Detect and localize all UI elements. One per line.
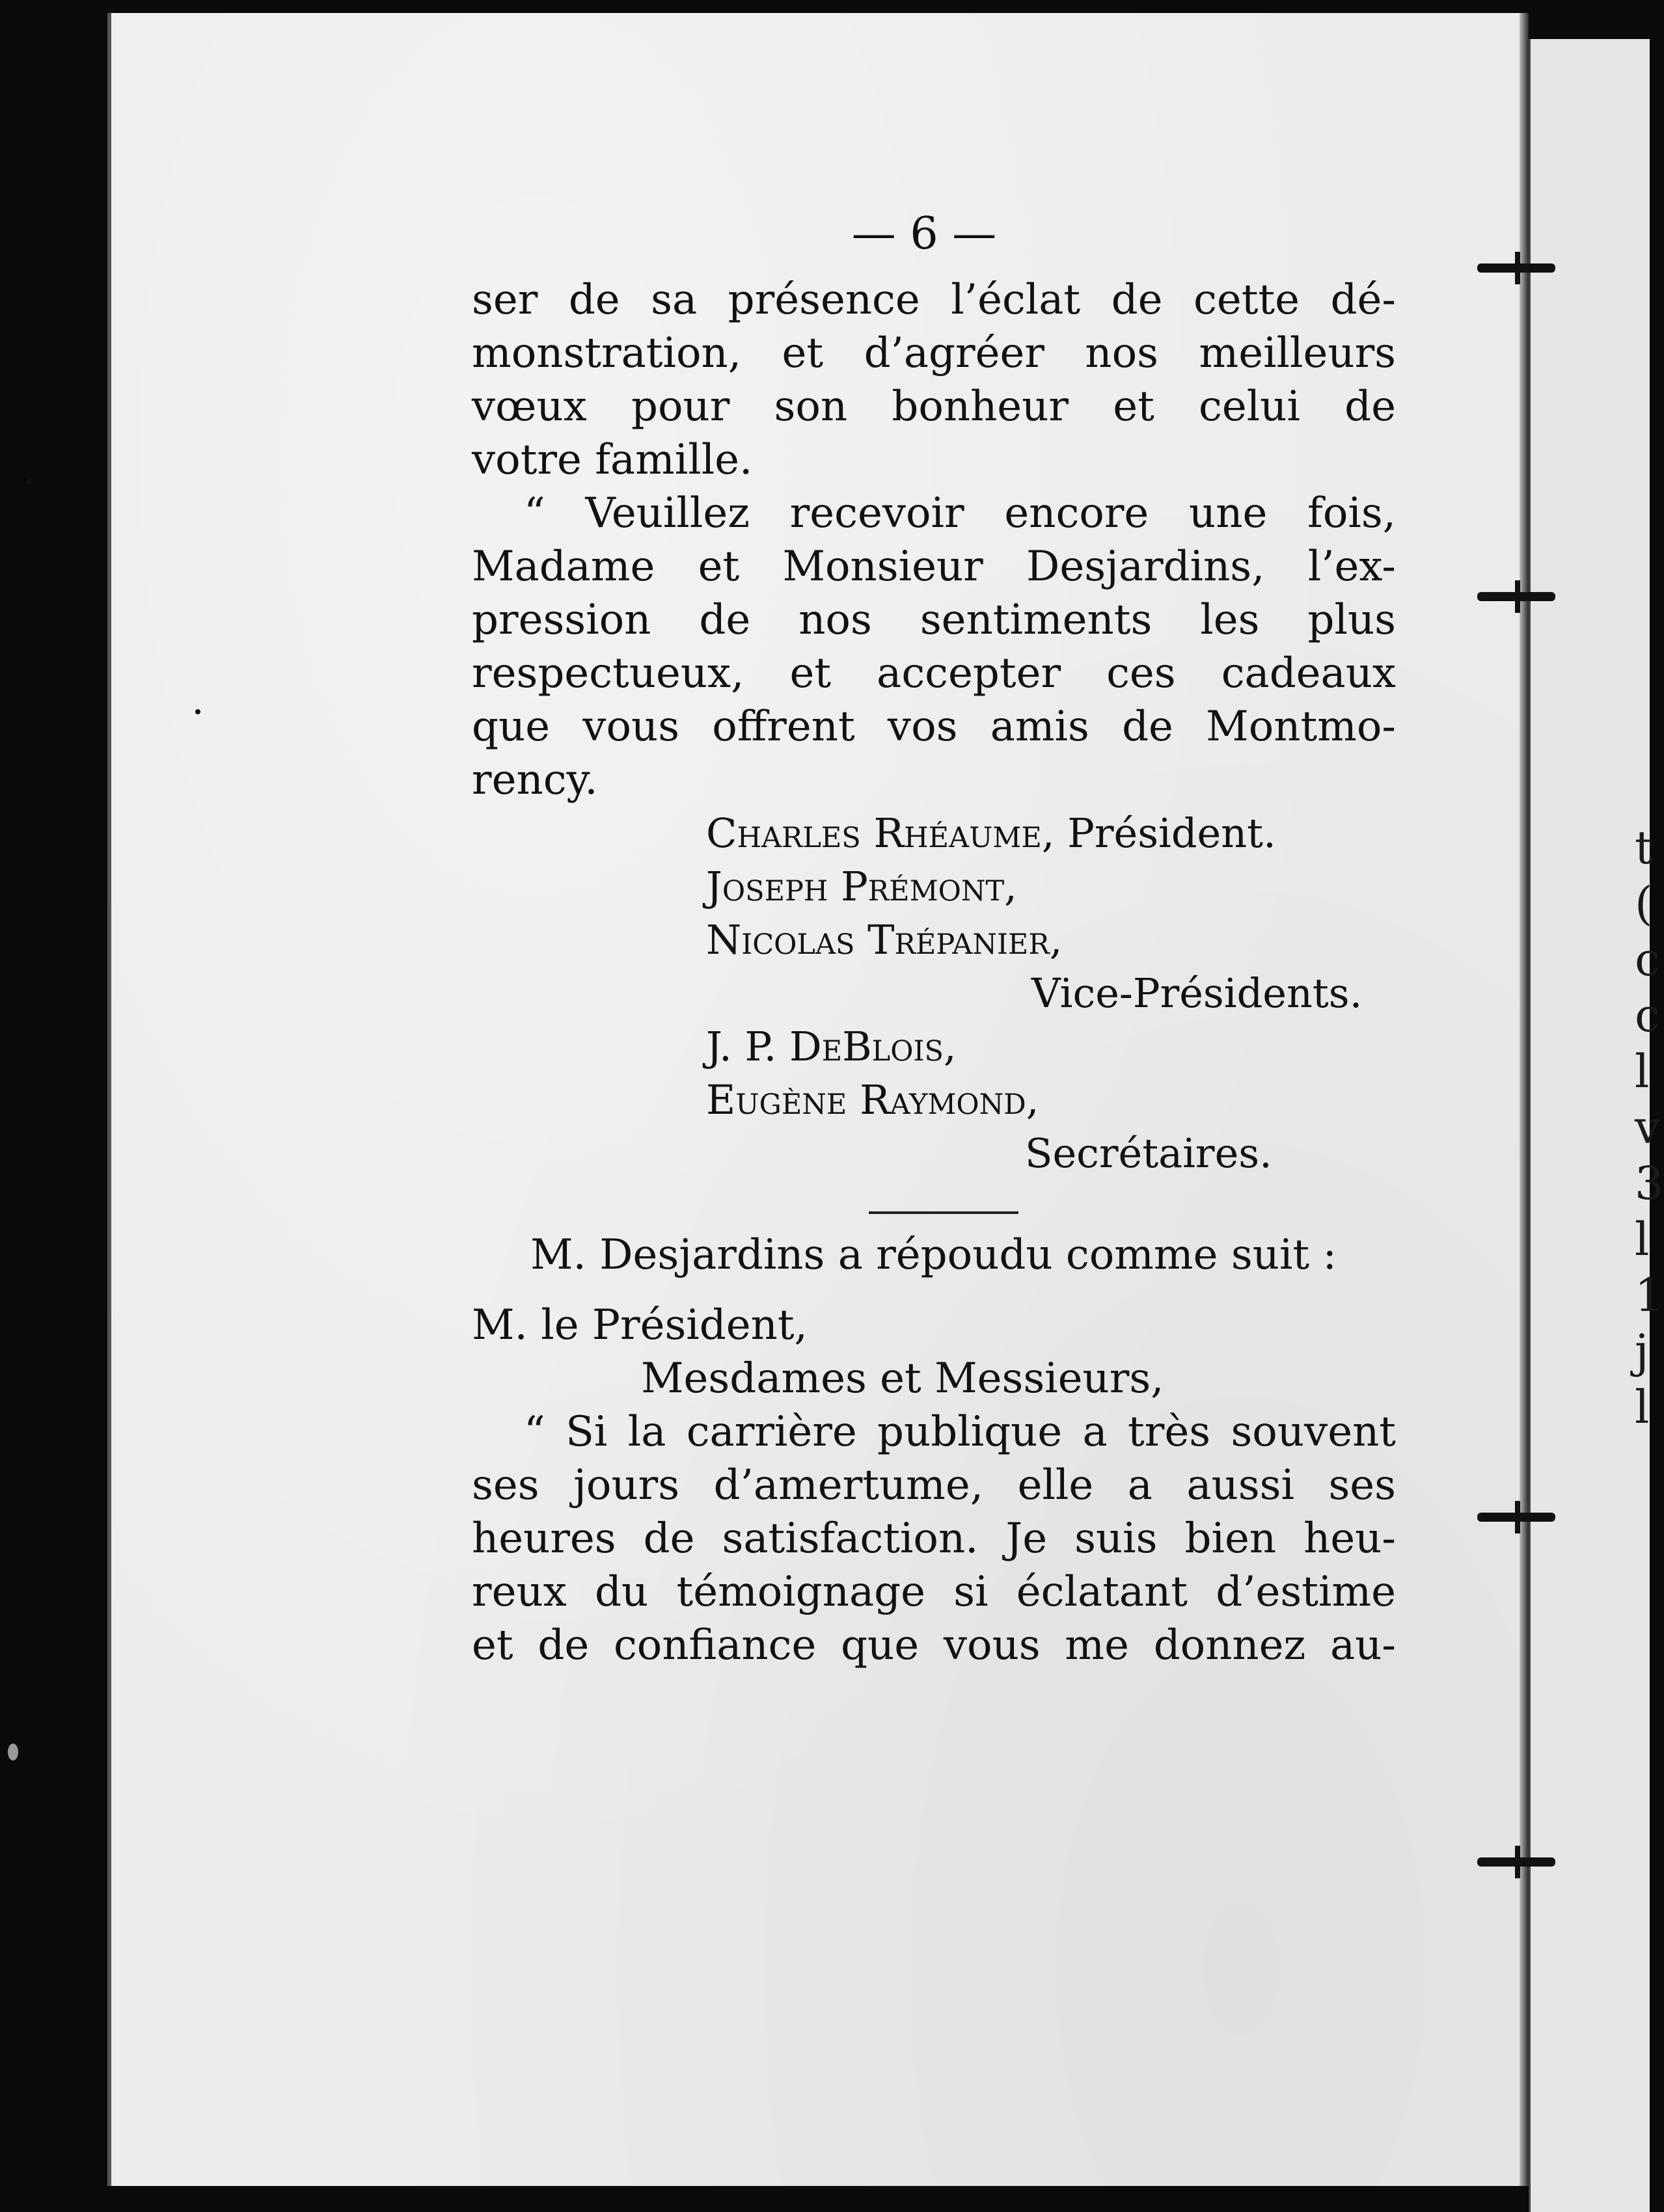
text-line: que vous offrent vos amis de Montmo- — [472, 703, 1396, 751]
text-line: et de confiance que vous me donnez au- — [472, 1621, 1396, 1669]
text-line: respectueux, et accepter ces cadeaux — [472, 649, 1396, 697]
facing-page-fragment — [1529, 39, 1664, 2212]
text-line: votre famille. — [472, 436, 753, 484]
paragraph-1 — [472, 273, 1396, 487]
reply-intro: M. Desjardins a répoudu comme suit : — [530, 1231, 1337, 1279]
text-line: rency. — [472, 756, 598, 804]
paragraph-2 — [472, 487, 1396, 807]
scan-speck — [8, 1744, 18, 1760]
binding-staple — [1477, 1513, 1555, 1522]
text-line: heures de satisfaction. Je suis bien heu- — [472, 1515, 1396, 1563]
binding-staple — [1477, 1857, 1555, 1867]
page-number: — 6 — — [851, 208, 997, 260]
salutation: Mesdames et Messieurs, — [641, 1355, 1164, 1403]
page-text — [472, 195, 1396, 1672]
facing-page-letters: t ( c c l v 3 l 1 j l — [1635, 821, 1664, 1434]
signature-block — [472, 807, 1396, 1180]
section-divider — [869, 1211, 1018, 1214]
signature-secretary: Eugène Raymond, — [706, 1076, 1039, 1124]
scan-speck — [26, 478, 33, 485]
text-line: vœux pour son bonheur et celui de — [472, 383, 1396, 431]
text-line: “ Veuillez recevoir encore une fois, — [524, 489, 1396, 537]
text-line: ser de sa présence l’éclat de cette dé- — [472, 276, 1396, 324]
signature-vice-president: Joseph Prémont, — [706, 863, 1017, 910]
signature-role: Vice-Présidents. — [1031, 969, 1363, 1017]
text-line: monstration, et d’agréer nos meilleurs — [472, 329, 1396, 377]
text-line: reux du témoignage si éclatant d’estime — [472, 1568, 1396, 1616]
signature-vice-president: Nicolas Trépanier, — [706, 916, 1063, 964]
text-line: pression de nos sentiments les plus — [472, 596, 1396, 644]
binding-staple — [1477, 592, 1555, 601]
text-line: ses jours d’amertume, elle a aussi ses — [472, 1461, 1396, 1509]
salutation: M. le Président, — [472, 1301, 808, 1349]
text-line: Madame et Monsieur Desjardins, l’ex- — [472, 543, 1396, 591]
signature-secretary: J. P. DeBlois, — [706, 1023, 957, 1070]
paragraph-3 — [472, 1405, 1396, 1672]
signature-president: Charles Rhéaume, Président. — [706, 809, 1276, 857]
scan-speck — [195, 709, 200, 714]
binding-staple — [1477, 263, 1555, 273]
text-line: “ Si la carrière publique a très souvent — [524, 1408, 1396, 1456]
signature-role: Secrétaires. — [1025, 1129, 1272, 1177]
